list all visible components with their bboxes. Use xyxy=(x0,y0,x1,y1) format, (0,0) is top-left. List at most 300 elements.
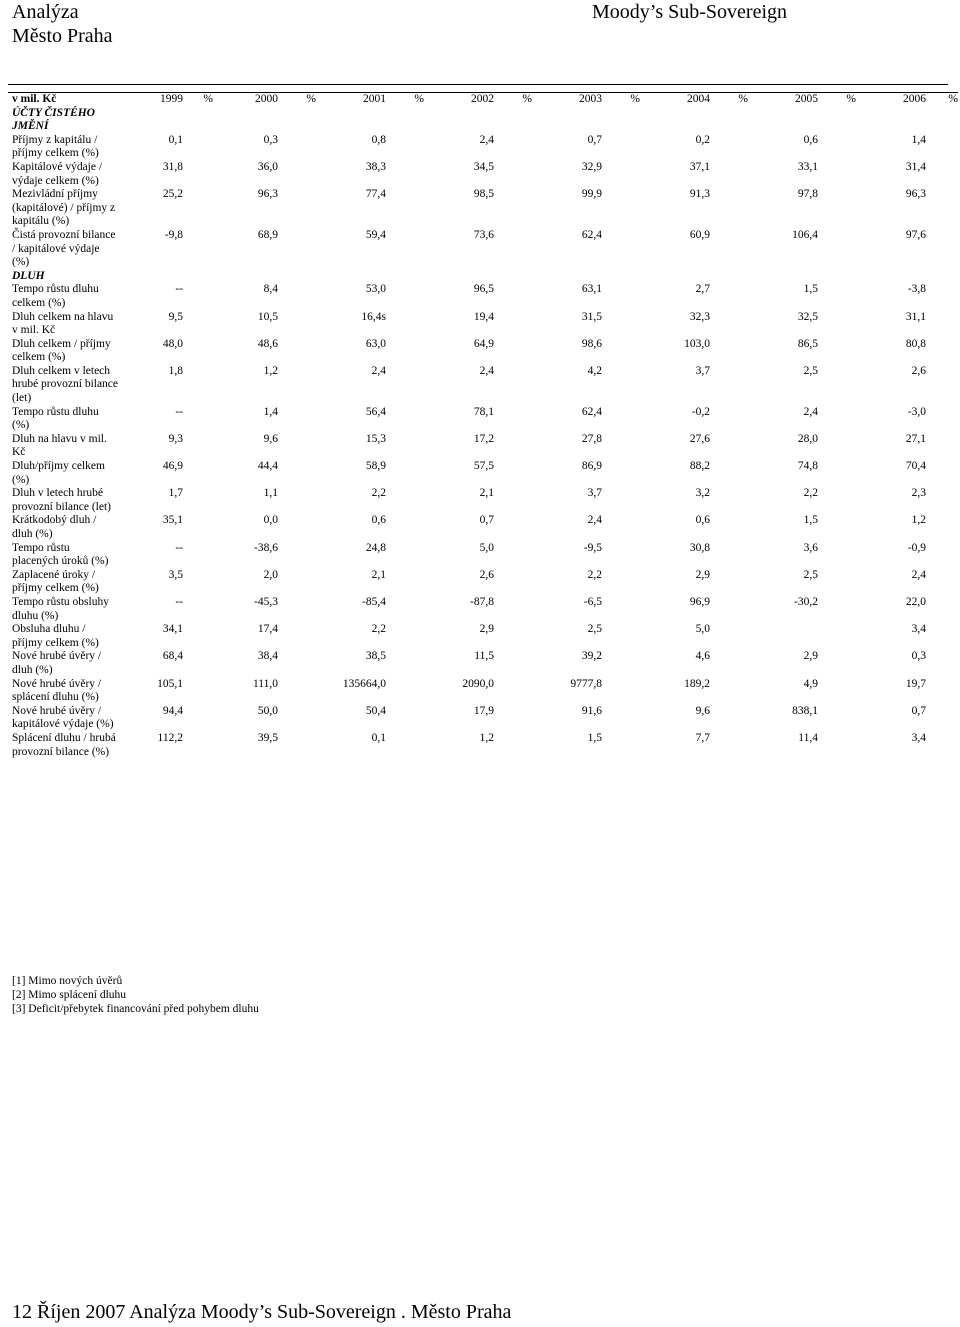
table-row xyxy=(8,650,958,677)
row-label: Mezivládní příjmy (kapitálové) / příjmy z kapitálu (%) xyxy=(12,188,116,228)
empty-cell xyxy=(494,270,532,284)
value-cell: 88,2 xyxy=(689,460,710,473)
percent-cell xyxy=(818,514,856,541)
value-cell: 2,2 xyxy=(587,568,602,581)
percent-cell xyxy=(386,623,424,650)
report-type: Analýza xyxy=(12,1,79,23)
value-cell: 0,6 xyxy=(371,514,386,527)
percent-cell xyxy=(710,365,748,406)
value-cell: 38,3 xyxy=(365,160,386,173)
percent-cell xyxy=(926,433,958,460)
percent-cell xyxy=(278,229,316,270)
unit-label: v mil. Kč xyxy=(12,93,57,105)
empty-cell xyxy=(602,107,640,134)
percent-cell xyxy=(818,338,856,365)
percent-cell xyxy=(710,311,748,338)
value-cell: 3,5 xyxy=(168,568,183,581)
percent-cell xyxy=(386,134,424,161)
column-header: 2001 xyxy=(363,93,386,105)
value-cell: 62,4 xyxy=(581,405,602,418)
empty-cell xyxy=(818,270,856,284)
value-cell: -87,8 xyxy=(470,595,494,608)
value-cell: 19,4 xyxy=(473,310,494,323)
value-cell: 35,1 xyxy=(162,514,183,527)
value-cell: 2,5 xyxy=(803,364,818,377)
value-cell: 36,0 xyxy=(257,160,278,173)
percent-cell xyxy=(710,406,748,433)
percent-cell xyxy=(926,365,958,406)
value-cell: 5,0 xyxy=(695,623,710,636)
column-header: 2006 xyxy=(903,93,926,105)
empty-cell xyxy=(386,107,424,134)
value-cell: 5,0 xyxy=(479,541,494,554)
table-row xyxy=(8,678,958,705)
percent-cell xyxy=(494,188,532,229)
value-cell: 9,5 xyxy=(168,310,183,323)
percent-cell xyxy=(926,406,958,433)
value-cell: 0,0 xyxy=(263,514,278,527)
empty-cell xyxy=(856,107,926,134)
percent-cell xyxy=(494,229,532,270)
table-row xyxy=(8,433,958,460)
value-cell: -- xyxy=(175,283,183,296)
percent-cell xyxy=(386,650,424,677)
value-cell: 111,0 xyxy=(252,677,278,690)
value-cell: 2,4 xyxy=(911,568,926,581)
value-cell: 38,5 xyxy=(365,650,386,663)
value-cell: 77,4 xyxy=(365,188,386,201)
value-cell: 3,7 xyxy=(695,364,710,377)
section-title: ÚČTY ČISTÉHO JMĚNÍ xyxy=(12,106,95,133)
value-cell: 99,9 xyxy=(581,188,602,201)
value-cell: 0,1 xyxy=(168,133,183,146)
percent-cell xyxy=(386,188,424,229)
percent-cell xyxy=(710,542,748,569)
value-cell: -3,0 xyxy=(907,405,926,418)
percent-cell xyxy=(494,542,532,569)
percent-cell xyxy=(926,188,958,229)
percent-cell xyxy=(602,134,640,161)
value-cell: 32,9 xyxy=(581,160,602,173)
value-cell: 0,6 xyxy=(803,133,818,146)
report-series: Moody’s Sub-Sovereign xyxy=(592,1,787,23)
percent-cell xyxy=(710,134,748,161)
row-label: Dluh v letech hrubé provozní bilance (let) xyxy=(12,487,111,513)
percent-cell xyxy=(818,678,856,705)
empty-cell xyxy=(926,270,958,284)
value-cell: 68,9 xyxy=(257,228,278,241)
value-cell: 91,3 xyxy=(689,188,710,201)
table-row xyxy=(8,161,958,188)
empty-cell xyxy=(278,107,316,134)
value-cell: -30,2 xyxy=(794,595,818,608)
value-cell: 98,6 xyxy=(581,337,602,350)
percent-cell xyxy=(278,365,316,406)
empty-cell xyxy=(602,270,640,284)
value-cell: 28,0 xyxy=(797,432,818,445)
percent-cell xyxy=(278,487,316,514)
value-cell: 48,6 xyxy=(257,337,278,350)
empty-cell xyxy=(118,270,183,284)
percent-cell xyxy=(926,134,958,161)
value-cell: 1,8 xyxy=(168,364,183,377)
percent-cell xyxy=(602,188,640,229)
value-cell: 48,0 xyxy=(162,337,183,350)
row-label: Zaplacené úroky / příjmy celkem (%) xyxy=(12,568,99,595)
value-cell: 4,2 xyxy=(587,364,602,377)
value-cell: 2,2 xyxy=(371,487,386,500)
value-cell: 11,4 xyxy=(798,731,818,744)
row-label: Dluh celkem / příjmy celkem (%) xyxy=(12,337,111,364)
row-label: Příjmy z kapitálu / příjmy celkem (%) xyxy=(12,133,99,160)
value-cell: 27,1 xyxy=(905,432,926,445)
value-cell: 0,8 xyxy=(371,133,386,146)
value-cell: 59,4 xyxy=(365,228,386,241)
value-cell: 2,9 xyxy=(479,623,494,636)
percent-cell xyxy=(710,338,748,365)
percent-cell xyxy=(710,678,748,705)
value-cell: 3,4 xyxy=(911,731,926,744)
percent-cell xyxy=(183,311,213,338)
percent-cell xyxy=(602,406,640,433)
value-cell: 1,7 xyxy=(168,487,183,500)
value-cell: 3,6 xyxy=(803,541,818,554)
value-cell: -0,2 xyxy=(691,405,710,418)
row-label: Splácení dluhu / hrubá provozní bilance (%) xyxy=(12,731,116,758)
percent-cell xyxy=(494,487,532,514)
percent-cell xyxy=(818,650,856,677)
value-cell: 1,2 xyxy=(263,364,278,377)
value-cell: 57,5 xyxy=(473,460,494,473)
value-cell: 2,7 xyxy=(695,283,710,296)
percent-cell xyxy=(183,623,213,650)
table-row xyxy=(8,542,958,569)
empty-cell xyxy=(316,107,386,134)
empty-cell xyxy=(213,270,278,284)
row-label: Dluh/příjmy celkem (%) xyxy=(12,460,105,486)
value-cell: 24,8 xyxy=(365,541,386,554)
value-cell: 31,5 xyxy=(581,310,602,323)
percent-cell xyxy=(818,365,856,406)
value-cell: 2,4 xyxy=(479,364,494,377)
percent-cell xyxy=(602,705,640,732)
column-header: % xyxy=(738,93,748,105)
percent-cell xyxy=(602,542,640,569)
value-cell: 0,7 xyxy=(479,514,494,527)
section-header-row xyxy=(8,107,958,134)
value-cell: 1,2 xyxy=(479,731,494,744)
value-cell: 9,6 xyxy=(263,432,278,445)
value-cell: 97,8 xyxy=(797,188,818,201)
value-cell: 34,1 xyxy=(162,623,183,636)
percent-cell xyxy=(494,623,532,650)
value-cell: 7,7 xyxy=(695,731,710,744)
value-cell: 2,4 xyxy=(803,405,818,418)
column-header: % xyxy=(846,93,856,105)
value-cell: 2,6 xyxy=(911,364,926,377)
value-cell: -3,8 xyxy=(907,283,926,296)
row-label: Tempo růstu dluhu celkem (%) xyxy=(12,283,99,309)
percent-cell xyxy=(183,596,213,623)
percent-cell xyxy=(183,569,213,596)
table-row xyxy=(8,365,958,406)
value-cell: 4,9 xyxy=(803,677,818,690)
section-header-row xyxy=(8,270,958,284)
percent-cell xyxy=(818,433,856,460)
table-row xyxy=(8,732,958,759)
value-cell: 2,3 xyxy=(911,487,926,500)
percent-cell xyxy=(278,188,316,229)
value-cell: 96,3 xyxy=(257,188,278,201)
value-cell: 39,5 xyxy=(257,731,278,744)
value-cell: 17,4 xyxy=(257,623,278,636)
value-cell: 32,5 xyxy=(797,310,818,323)
value-cell: 0,1 xyxy=(371,731,386,744)
value-cell: 94,4 xyxy=(162,704,183,717)
report-header-left xyxy=(12,0,113,48)
percent-cell xyxy=(926,161,958,188)
value-cell: 60,9 xyxy=(689,228,710,241)
table-row xyxy=(8,283,958,310)
percent-cell xyxy=(494,650,532,677)
percent-cell xyxy=(818,705,856,732)
percent-cell xyxy=(183,678,213,705)
percent-cell xyxy=(278,406,316,433)
percent-cell xyxy=(818,623,856,650)
percent-cell xyxy=(602,365,640,406)
percent-cell xyxy=(710,596,748,623)
value-cell: 17,9 xyxy=(473,704,494,717)
percent-cell xyxy=(710,732,748,759)
percent-cell xyxy=(494,406,532,433)
percent-cell xyxy=(183,487,213,514)
value-cell: 1,5 xyxy=(803,283,818,296)
empty-cell xyxy=(183,270,213,284)
row-label: Krátkodobý dluh / dluh (%) xyxy=(12,514,97,540)
percent-cell xyxy=(386,283,424,310)
value-cell: 63,1 xyxy=(581,283,602,296)
percent-cell xyxy=(818,188,856,229)
value-cell: 68,4 xyxy=(162,650,183,663)
percent-cell xyxy=(494,311,532,338)
percent-cell xyxy=(602,283,640,310)
value-cell: 10,5 xyxy=(257,310,278,323)
value-cell: 86,5 xyxy=(797,337,818,350)
value-cell: 135664,0 xyxy=(342,677,386,690)
percent-cell xyxy=(818,134,856,161)
value-cell: 103,0 xyxy=(684,337,710,350)
empty-cell xyxy=(926,107,958,134)
percent-cell xyxy=(710,283,748,310)
percent-cell xyxy=(710,514,748,541)
row-label: Tempo růstu dluhu (%) xyxy=(12,405,99,432)
value-cell: -9,8 xyxy=(164,228,183,241)
value-cell: 58,9 xyxy=(365,460,386,473)
percent-cell xyxy=(183,542,213,569)
value-cell: 0,7 xyxy=(911,704,926,717)
value-cell: 2090,0 xyxy=(462,677,494,690)
value-cell: 73,6 xyxy=(473,228,494,241)
percent-cell xyxy=(183,283,213,310)
percent-cell xyxy=(926,338,958,365)
value-cell: 39,2 xyxy=(581,650,602,663)
empty-cell xyxy=(494,107,532,134)
percent-cell xyxy=(602,569,640,596)
percent-cell xyxy=(183,338,213,365)
percent-cell xyxy=(926,283,958,310)
value-cell: 3,2 xyxy=(695,487,710,500)
section-title: DLUH xyxy=(12,269,45,282)
percent-cell xyxy=(602,678,640,705)
percent-cell xyxy=(494,134,532,161)
percent-cell xyxy=(926,596,958,623)
value-cell: 2,9 xyxy=(803,650,818,663)
percent-cell xyxy=(183,229,213,270)
value-cell: 80,8 xyxy=(905,337,926,350)
percent-cell xyxy=(710,705,748,732)
percent-cell xyxy=(818,311,856,338)
percent-cell xyxy=(818,732,856,759)
percent-cell xyxy=(710,623,748,650)
percent-cell xyxy=(602,460,640,487)
footnote: [3] Deficit/přebytek financování před pohybem dluhu xyxy=(12,1003,259,1015)
value-cell: 31,4 xyxy=(905,160,926,173)
percent-cell xyxy=(278,569,316,596)
value-cell: 2,6 xyxy=(479,568,494,581)
value-cell: 11,5 xyxy=(474,650,494,663)
table-header-row xyxy=(8,93,958,107)
value-cell: 70,4 xyxy=(905,460,926,473)
value-cell: 112,2 xyxy=(157,731,183,744)
value-cell: 53,0 xyxy=(365,283,386,296)
percent-cell xyxy=(386,569,424,596)
column-header: % xyxy=(630,93,640,105)
percent-cell xyxy=(278,542,316,569)
percent-cell xyxy=(602,650,640,677)
footnotes xyxy=(12,974,259,1016)
percent-cell xyxy=(926,732,958,759)
empty-cell xyxy=(386,270,424,284)
percent-cell xyxy=(818,460,856,487)
row-label: Dluh celkem v letech hrubé provozní bilance (let) xyxy=(12,364,119,405)
percent-cell xyxy=(183,433,213,460)
value-cell: 96,9 xyxy=(689,595,710,608)
percent-cell xyxy=(494,514,532,541)
percent-cell xyxy=(710,487,748,514)
column-header: 2005 xyxy=(795,93,818,105)
table-row xyxy=(8,406,958,433)
value-cell: 63,0 xyxy=(365,337,386,350)
value-cell: 33,1 xyxy=(797,160,818,173)
percent-cell xyxy=(494,732,532,759)
percent-cell xyxy=(386,311,424,338)
percent-cell xyxy=(602,514,640,541)
value-cell: 2,4 xyxy=(371,364,386,377)
percent-cell xyxy=(494,460,532,487)
value-cell: 62,4 xyxy=(581,228,602,241)
empty-cell xyxy=(278,270,316,284)
percent-cell xyxy=(602,311,640,338)
value-cell: 4,6 xyxy=(695,650,710,663)
column-header: 2000 xyxy=(255,93,278,105)
row-label: Nové hrubé úvěry / dluh (%) xyxy=(12,650,102,676)
percent-cell xyxy=(710,433,748,460)
percent-cell xyxy=(386,542,424,569)
percent-cell xyxy=(710,229,748,270)
empty-cell xyxy=(118,107,183,134)
column-header: % xyxy=(948,93,958,105)
value-cell: 16,4s xyxy=(361,310,386,323)
percent-cell xyxy=(602,623,640,650)
percent-cell xyxy=(926,678,958,705)
percent-cell xyxy=(602,229,640,270)
value-cell: 1,2 xyxy=(911,514,926,527)
page-footer: 12 Říjen 2007 Analýza Moody’s Sub-Sovereign . Město Praha xyxy=(12,1301,512,1323)
percent-cell xyxy=(386,514,424,541)
value-cell: 0,2 xyxy=(695,133,710,146)
value-cell: 2,2 xyxy=(371,623,386,636)
value-cell: 2,5 xyxy=(587,623,602,636)
row-label: Obsluha dluhu / příjmy celkem (%) xyxy=(12,623,99,649)
percent-cell xyxy=(926,650,958,677)
percent-cell xyxy=(818,161,856,188)
percent-cell xyxy=(494,161,532,188)
empty-cell xyxy=(424,270,494,284)
percent-cell xyxy=(386,433,424,460)
empty-cell xyxy=(748,270,818,284)
value-cell: 3,7 xyxy=(587,487,602,500)
value-cell: 96,3 xyxy=(905,188,926,201)
value-cell: -0,9 xyxy=(907,541,926,554)
row-label: Dluh celkem na hlavu v mil. Kč xyxy=(12,310,114,337)
value-cell: 8,4 xyxy=(263,283,278,296)
value-cell: 1,4 xyxy=(911,133,926,146)
value-cell: 2,2 xyxy=(803,487,818,500)
empty-cell xyxy=(818,107,856,134)
percent-cell xyxy=(818,596,856,623)
value-cell: 0,6 xyxy=(695,514,710,527)
value-cell: 19,7 xyxy=(905,677,926,690)
percent-cell xyxy=(818,569,856,596)
percent-cell xyxy=(386,365,424,406)
percent-cell xyxy=(183,514,213,541)
value-cell: -- xyxy=(175,405,183,418)
percent-cell xyxy=(278,338,316,365)
value-cell: -38,6 xyxy=(254,541,278,554)
percent-cell xyxy=(602,596,640,623)
percent-cell xyxy=(183,161,213,188)
value-cell: 9,3 xyxy=(168,432,183,445)
table-row xyxy=(8,460,958,487)
table-row xyxy=(8,705,958,732)
value-cell: 1,4 xyxy=(263,405,278,418)
value-cell: 0,3 xyxy=(911,650,926,663)
percent-cell xyxy=(278,705,316,732)
percent-cell xyxy=(818,283,856,310)
percent-cell xyxy=(278,433,316,460)
table-row xyxy=(8,188,958,229)
value-cell: 27,6 xyxy=(689,432,710,445)
value-cell: 86,9 xyxy=(581,460,602,473)
percent-cell xyxy=(602,338,640,365)
value-cell: -45,3 xyxy=(254,595,278,608)
value-cell: 106,4 xyxy=(792,228,818,241)
percent-cell xyxy=(183,188,213,229)
percent-cell xyxy=(926,623,958,650)
row-label: Dluh na hlavu v mil. Kč xyxy=(12,432,107,459)
value-cell: 64,9 xyxy=(473,337,494,350)
percent-cell xyxy=(386,732,424,759)
